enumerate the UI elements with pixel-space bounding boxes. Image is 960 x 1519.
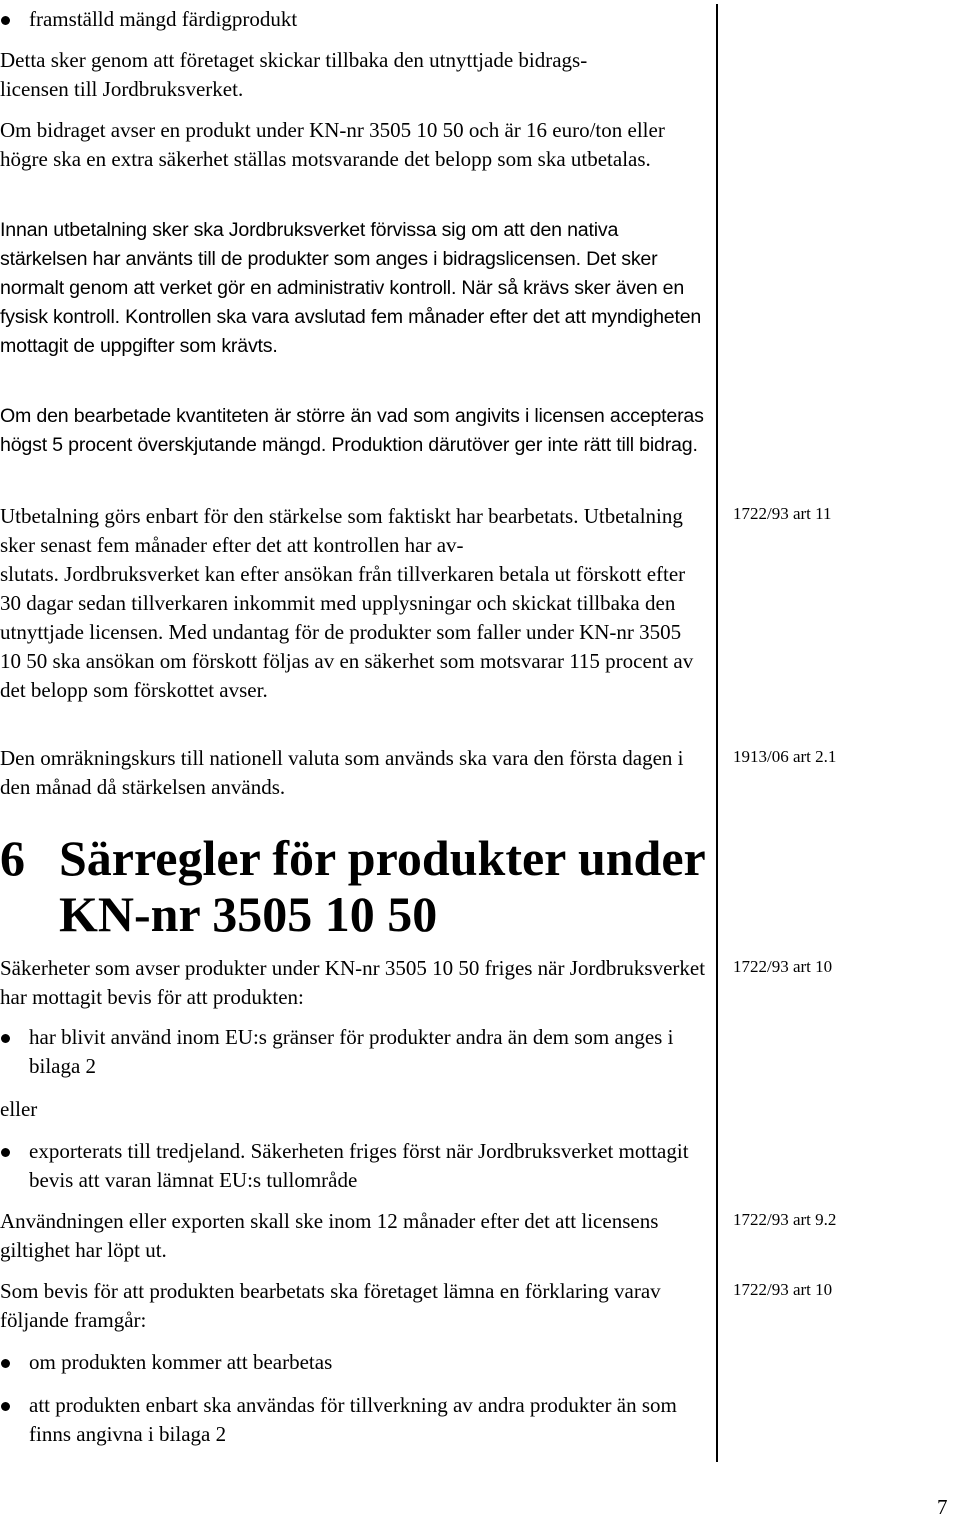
bullet-dot-icon [1, 1359, 10, 1368]
paragraph-control: Innan utbetalning sker ska Jordbruksverket förvissa sig om att den nativa stärkelsen har använts till de produkter som anges i bidragslicensen. Det sker normalt genom att verket gör en administrativ kontroll. När så krävs sker även en fysisk kontroll. Kontrollen ska vara avslutad fem månader efter det att myndigheten mottagit de uppgifter som krävts. [0, 219, 702, 357]
bullet-text: har blivit använd inom EU:s gränser för produkter andra än dem som anges i bilaga 2 [29, 1025, 674, 1078]
paragraph-license-return [0, 46, 706, 104]
paragraph-line: slutats. Jordbruksverket kan efter ansökan från tillverkaren betala ut förskott efter 30 dagar sedan tillverkaren inkommit med upplysningar och skickat tillbaka den utnyttjade licensen. Med undantag för de produkter som faller under KN-nr 3505 10 50 ska ansökan om förskott följas av en säkerhet som motsvarar 115 procent av det belopp som förskottet avser. [0, 562, 694, 702]
bullet-text: exporterats till tredjeland. Säkerheten friges först när Jordbruksverket mottagit bevis att varan lämnat EU:s tullområde [29, 1139, 689, 1192]
bullet-item [0, 1348, 706, 1377]
margin-reference: 1722/93 art 9.2 [733, 1210, 837, 1229]
bullet-item [0, 1391, 706, 1449]
section-heading [0, 830, 710, 942]
bullet-item [0, 5, 706, 34]
connector-text: eller [0, 1097, 38, 1121]
margin-reference: 1722/93 art 10 [733, 1280, 833, 1299]
bullet-text: om produkten kommer att bearbetas [29, 1350, 333, 1374]
paragraph-line: Detta sker genom att företaget skickar tillbaka den utnyttjade bidrags- [0, 48, 588, 72]
paragraph-security-release: Säkerheter som avser produkter under KN-nr 3505 10 50 friges när Jordbruksverket har mottagit bevis för att produkten: [0, 956, 706, 1009]
page-number: 7 [937, 1495, 948, 1519]
section-number: 6 [0, 830, 25, 886]
bullet-item [0, 1137, 706, 1195]
paragraph-proof: Som bevis för att produkten bearbetats ska företaget lämna en förklaring varav följande framgår: [0, 1279, 661, 1332]
margin-reference: 1722/93 art 11 [733, 504, 832, 523]
paragraph-line: Utbetalning görs enbart för den stärkelse som faktiskt har bearbetats. Utbetalning sker senast fem månader efter det att kontrollen har av- [0, 504, 683, 557]
paragraph-exchange-rate: Den omräkningskurs till nationell valuta som används ska vara den första dagen i den månad då stärkelsen används. [0, 746, 684, 799]
paragraph-extra-security: Om bidraget avser en produkt under KN-nr 3505 10 50 och är 16 euro/ton eller högre ska en extra säkerhet ställas motsvarande det belopp som ska utbetalas. [0, 118, 665, 171]
paragraph-quantity: Om den bearbetade kvantiteten är större än vad som angivits i licensen accepteras högst 5 procent överskjutande mängd. Produktion därutöver ger inte rätt till bidrag. [0, 405, 704, 456]
column-divider [716, 4, 718, 1462]
margin-reference: 1913/06 art 2.1 [733, 747, 837, 766]
margin-reference: 1722/93 art 10 [733, 957, 833, 976]
bullet-text: att produkten enbart ska användas för tillverkning av andra produkter än som finns angivna i bilaga 2 [29, 1393, 677, 1446]
bullet-dot-icon [1, 1034, 10, 1043]
paragraph-line: licensen till Jordbruksverket. [0, 77, 244, 101]
section-title: Särregler för produkter under KN-nr 3505 10 50 [59, 830, 705, 942]
bullet-dot-icon [1, 1148, 10, 1157]
paragraph-usage-deadline: Användningen eller exporten skall ske inom 12 månader efter det att licensens giltighet har löpt ut. [0, 1209, 659, 1262]
bullet-text: framställd mängd färdigprodukt [29, 7, 298, 31]
bullet-dot-icon [1, 1402, 10, 1411]
bullet-item [0, 1023, 706, 1081]
bullet-dot-icon [1, 16, 10, 25]
paragraph-payment [0, 502, 706, 705]
